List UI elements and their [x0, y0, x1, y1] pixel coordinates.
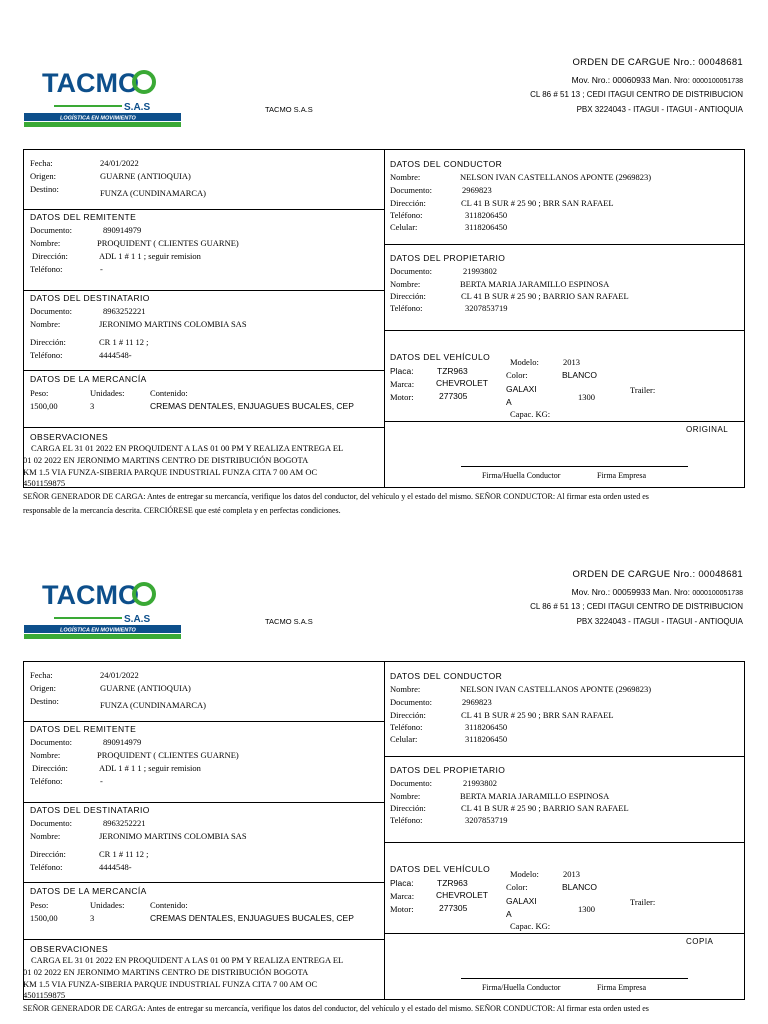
footer-notice-line-2: responsable de la mercancía descrita. CERCIÓRESE que esté completa y en perfectas condiciones. [23, 506, 341, 515]
conductor-telefono-label: Teléfono: [390, 210, 423, 220]
contenido-label: Contenido: [150, 900, 188, 910]
unidades-label: Unidades: [90, 388, 125, 398]
conductor-direccion: CL 41 B SUR # 25 90 ; BRR SAN RAFAEL [461, 710, 614, 720]
conductor-nombre-label: Nombre: [390, 684, 421, 694]
signature-line[interactable] [461, 466, 688, 467]
linea-value-1: GALAXI [506, 384, 537, 394]
conductor-title: DATOS DEL CONDUCTOR [390, 671, 503, 681]
destinatario-title: DATOS DEL DESTINATARIO [30, 293, 150, 303]
firma-conductor-label: Firma/Huella Conductor [482, 471, 561, 480]
logo-tagline: LOGÍSTICA EN MOVIMIENTO [60, 627, 136, 634]
propietario-nombre-label: Nombre: [390, 791, 421, 801]
copy-type-label: ORIGINAL [686, 425, 729, 434]
propietario-documento-label: Documento: [390, 778, 433, 788]
destinatario-documento: 8963252221 [103, 306, 146, 316]
destinatario-direccion-label: Dirección: [30, 849, 66, 859]
peso-label: Peso: [30, 388, 49, 398]
marca-label: Marca: [390, 379, 415, 389]
vehiculo-title: DATOS DEL VEHÍCULO [390, 864, 491, 874]
origen-label: Origen: [30, 683, 56, 693]
copy-type-label: COPIA [686, 937, 714, 946]
destinatario-documento: 8963252221 [103, 818, 146, 828]
remitente-nombre: PROQUIDENT ( CLIENTES GUARNE) [97, 238, 239, 248]
placa-value: TZR963 [437, 878, 468, 888]
observaciones-line-2: 01 02 2022 EN JERONIMO MARTINS CENTRO DE DISTRIBUCIÓN BOGOTA [23, 967, 309, 977]
propietario-documento: 21993802 [463, 266, 497, 276]
remitente-title: DATOS DEL REMITENTE [30, 724, 137, 734]
destino-value: FUNZA (CUNDINAMARCA) [100, 188, 207, 198]
remitente-documento: 890914979 [103, 225, 142, 235]
contenido-value: CREMAS DENTALES, ENJUAGUES BUCALES, CEP [150, 401, 354, 411]
divider-observaciones [23, 427, 384, 428]
origen-value: GUARNE (ANTIOQUIA) [100, 683, 191, 693]
observaciones-line-3: KM 1.5 VIA FUNZA-SIBERIA PARQUE INDUSTRIAL FUNZA CITA 7 00 AM OC [23, 979, 318, 989]
conductor-nombre-label: Nombre: [390, 172, 421, 182]
logo-sas: S.A.S [124, 614, 151, 625]
destinatario-telefono: 4444548- [99, 862, 132, 872]
divider-destinatario [23, 802, 384, 803]
contenido-value: CREMAS DENTALES, ENJUAGUES BUCALES, CEP [150, 913, 354, 923]
divider-destinatario [23, 290, 384, 291]
destinatario-nombre-label: Nombre: [30, 319, 61, 329]
remitente-nombre-label: Nombre: [30, 238, 61, 248]
divider-vehiculo [384, 330, 745, 331]
propietario-direccion: CL 41 B SUR # 25 90 ; BARRIO SAN RAFAEL [461, 291, 629, 301]
unidades-value: 3 [90, 913, 95, 923]
unidades-label: Unidades: [90, 900, 125, 910]
divider-vehiculo [384, 842, 745, 843]
remitente-direccion: ADL 1 # 1 1 ; seguir remision [99, 251, 201, 261]
mercancia-title: DATOS DE LA MERCANCÍA [30, 886, 147, 896]
unidades-value: 3 [90, 401, 95, 411]
divider-observaciones [23, 939, 384, 940]
capacidad-value: 1300 [578, 904, 595, 914]
company-address: CL 86 # 51 13 ; CEDI ITAGUI CENTRO DE DISTRIBUCION [530, 602, 743, 611]
linea-value-2: A [506, 397, 512, 407]
conductor-documento-label: Documento: [390, 697, 433, 707]
company-address: CL 86 # 51 13 ; CEDI ITAGUI CENTRO DE DISTRIBUCION [530, 90, 743, 99]
destinatario-nombre: JERONIMO MARTINS COLOMBIA SAS [99, 319, 247, 329]
manifest-number: 0000100051738 [692, 590, 743, 597]
conductor-nombre: NELSON IVAN CASTELLANOS APONTE (2969823) [460, 172, 652, 182]
trailer-label: Trailer: [630, 897, 656, 907]
firma-empresa-label: Firma Empresa [597, 471, 647, 480]
marca-label: Marca: [390, 891, 415, 901]
motor-label: Motor: [390, 904, 414, 914]
observaciones-title: OBSERVACIONES [30, 944, 109, 954]
capac-label: Capac. KG: [510, 921, 551, 931]
remitente-telefono-label: Teléfono: [30, 776, 63, 786]
order-copy-copia [0, 512, 768, 1024]
company-name: TACMO S.A.S [265, 105, 313, 114]
logo-green-bar [24, 634, 181, 639]
footer-notice-line-1: SEÑOR GENERADOR DE CARGA: Antes de entregar su mercancía, verifique los datos del conductor, del vehículo y el estado del mismo. SEÑOR CONDUCTOR: Al firmar esta orden usted es [23, 1004, 649, 1013]
color-label: Color: [506, 882, 528, 892]
fecha-label: Fecha: [30, 670, 53, 680]
modelo-value: 2013 [563, 357, 580, 367]
placa-label: Placa: [390, 366, 414, 376]
firma-empresa-label: Firma Empresa [597, 983, 647, 992]
destino-label: Destino: [30, 696, 59, 706]
destinatario-direccion: CR 1 # 11 12 ; [99, 849, 149, 859]
observaciones-line-2: 01 02 2022 EN JERONIMO MARTINS CENTRO DE DISTRIBUCIÓN BOGOTA [23, 455, 309, 465]
observaciones-line-1: CARGA EL 31 01 2022 EN PROQUIDENT A LAS 01 00 PM Y REALIZA ENTREGA EL [31, 955, 344, 965]
divider-mercancia [23, 882, 384, 883]
destinatario-nombre-label: Nombre: [30, 831, 61, 841]
destinatario-direccion: CR 1 # 11 12 ; [99, 337, 149, 347]
modelo-value: 2013 [563, 869, 580, 879]
conductor-celular: 3118206450 [465, 734, 508, 744]
propietario-documento-label: Documento: [390, 266, 433, 276]
destino-label: Destino: [30, 184, 59, 194]
company-logo [24, 66, 181, 132]
observaciones-line-3: KM 1.5 VIA FUNZA-SIBERIA PARQUE INDUSTRIAL FUNZA CITA 7 00 AM OC [23, 467, 318, 477]
capac-label: Capac. KG: [510, 409, 551, 419]
linea-value-2: A [506, 909, 512, 919]
logo-sas: S.A.S [124, 102, 151, 113]
conductor-documento: 2969823 [462, 697, 492, 707]
logo-tagline: LOGÍSTICA EN MOVIMIENTO [60, 115, 136, 122]
conductor-celular: 3118206450 [465, 222, 508, 232]
destino-value: FUNZA (CUNDINAMARCA) [100, 700, 207, 710]
remitente-telefono: - [100, 264, 103, 274]
conductor-nombre: NELSON IVAN CASTELLANOS APONTE (2969823) [460, 684, 652, 694]
conductor-documento: 2969823 [462, 185, 492, 195]
motor-label: Motor: [390, 392, 414, 402]
logo-green-bar [24, 122, 181, 127]
conductor-telefono: 3118206450 [465, 722, 508, 732]
motor-value: 277305 [439, 903, 468, 913]
company-logo [24, 578, 181, 644]
divider-remitente [23, 209, 384, 210]
observaciones-line-4: 4501159875 [23, 478, 66, 488]
conductor-direccion: CL 41 B SUR # 25 90 ; BRR SAN RAFAEL [461, 198, 614, 208]
propietario-telefono: 3207853719 [465, 815, 508, 825]
order-number: ORDEN DE CARGUE Nro.: 00048681 [572, 569, 743, 580]
destinatario-nombre: JERONIMO MARTINS COLOMBIA SAS [99, 831, 247, 841]
peso-value: 1500,00 [30, 401, 58, 411]
placa-label: Placa: [390, 878, 414, 888]
logo-wordmark: TACMO [42, 68, 139, 98]
fecha-label: Fecha: [30, 158, 53, 168]
propietario-nombre: BERTA MARIA JARAMILLO ESPINOSA [460, 279, 610, 289]
logo-wordmark: TACMO [42, 580, 139, 610]
conductor-direccion-label: Dirección: [390, 710, 426, 720]
remitente-direccion-label: Dirección: [32, 763, 68, 773]
remitente-documento: 890914979 [103, 737, 142, 747]
contenido-label: Contenido: [150, 388, 188, 398]
marca-value: CHEVROLET [436, 378, 488, 388]
observaciones-line-4: 4501159875 [23, 990, 66, 1000]
divider-propietario [384, 756, 745, 757]
propietario-direccion: CL 41 B SUR # 25 90 ; BARRIO SAN RAFAEL [461, 803, 629, 813]
propietario-telefono-label: Teléfono: [390, 815, 423, 825]
firma-conductor-label: Firma/Huella Conductor [482, 983, 561, 992]
peso-label: Peso: [30, 900, 49, 910]
remitente-direccion: ADL 1 # 1 1 ; seguir remision [99, 763, 201, 773]
color-value: BLANCO [562, 882, 597, 892]
propietario-nombre-label: Nombre: [390, 279, 421, 289]
divider-firmas [384, 933, 745, 934]
movement-number [572, 75, 743, 85]
conductor-direccion-label: Dirección: [390, 198, 426, 208]
origen-value: GUARNE (ANTIOQUIA) [100, 171, 191, 181]
destinatario-telefono-label: Teléfono: [30, 862, 63, 872]
fecha-value: 24/01/2022 [100, 158, 139, 168]
observaciones-title: OBSERVACIONES [30, 432, 109, 442]
conductor-telefono-label: Teléfono: [390, 722, 423, 732]
conductor-celular-label: Celular: [390, 734, 418, 744]
color-value: BLANCO [562, 370, 597, 380]
divider-propietario [384, 244, 745, 245]
company-name: TACMO S.A.S [265, 617, 313, 626]
propietario-documento: 21993802 [463, 778, 497, 788]
company-phone: PBX 3224043 - ITAGUI - ITAGUI - ANTIOQUIA [576, 617, 743, 626]
column-divider [384, 661, 385, 1000]
movement-label: Mov. Nro.: 00059933 Man. Nro: [571, 587, 693, 597]
tacmo-logo-graphic [24, 578, 181, 644]
modelo-label: Modelo: [510, 357, 539, 367]
marca-value: CHEVROLET [436, 890, 488, 900]
trailer-label: Trailer: [630, 385, 656, 395]
remitente-documento-label: Documento: [30, 737, 73, 747]
remitente-title: DATOS DEL REMITENTE [30, 212, 137, 222]
fecha-value: 24/01/2022 [100, 670, 139, 680]
remitente-nombre: PROQUIDENT ( CLIENTES GUARNE) [97, 750, 239, 760]
remitente-documento-label: Documento: [30, 225, 73, 235]
destinatario-direccion-label: Dirección: [30, 337, 66, 347]
motor-value: 277305 [439, 391, 468, 401]
movement-number [572, 587, 743, 597]
propietario-direccion-label: Dirección: [390, 803, 426, 813]
divider-mercancia [23, 370, 384, 371]
company-phone: PBX 3224043 - ITAGUI - ITAGUI - ANTIOQUIA [576, 105, 743, 114]
propietario-direccion-label: Dirección: [390, 291, 426, 301]
conductor-telefono: 3118206450 [465, 210, 508, 220]
remitente-nombre-label: Nombre: [30, 750, 61, 760]
propietario-title: DATOS DEL PROPIETARIO [390, 765, 506, 775]
destinatario-documento-label: Documento: [30, 818, 73, 828]
modelo-label: Modelo: [510, 869, 539, 879]
placa-value: TZR963 [437, 366, 468, 376]
conductor-documento-label: Documento: [390, 185, 433, 195]
destinatario-telefono-label: Teléfono: [30, 350, 63, 360]
observaciones-line-1: CARGA EL 31 01 2022 EN PROQUIDENT A LAS 01 00 PM Y REALIZA ENTREGA EL [31, 443, 344, 453]
manifest-number: 0000100051738 [692, 78, 743, 85]
destinatario-documento-label: Documento: [30, 306, 73, 316]
propietario-title: DATOS DEL PROPIETARIO [390, 253, 506, 263]
color-label: Color: [506, 370, 528, 380]
propietario-telefono: 3207853719 [465, 303, 508, 313]
column-divider [384, 149, 385, 488]
propietario-nombre: BERTA MARIA JARAMILLO ESPINOSA [460, 791, 610, 801]
remitente-direccion-label: Dirección: [32, 251, 68, 261]
movement-label: Mov. Nro.: 00060933 Man. Nro: [571, 75, 693, 85]
linea-value-1: GALAXI [506, 896, 537, 906]
conductor-celular-label: Celular: [390, 222, 418, 232]
mercancia-title: DATOS DE LA MERCANCÍA [30, 374, 147, 384]
destinatario-telefono: 4444548- [99, 350, 132, 360]
conductor-title: DATOS DEL CONDUCTOR [390, 159, 503, 169]
remitente-telefono: - [100, 776, 103, 786]
destinatario-title: DATOS DEL DESTINATARIO [30, 805, 150, 815]
signature-line[interactable] [461, 978, 688, 979]
peso-value: 1500,00 [30, 913, 58, 923]
divider-remitente [23, 721, 384, 722]
capacidad-value: 1300 [578, 392, 595, 402]
propietario-telefono-label: Teléfono: [390, 303, 423, 313]
remitente-telefono-label: Teléfono: [30, 264, 63, 274]
tacmo-logo-graphic [24, 66, 181, 132]
order-number: ORDEN DE CARGUE Nro.: 00048681 [572, 57, 743, 68]
footer-notice-line-1: SEÑOR GENERADOR DE CARGA: Antes de entregar su mercancía, verifique los datos del conductor, del vehículo y el estado del mismo. SEÑOR CONDUCTOR: Al firmar esta orden usted es [23, 492, 649, 501]
divider-firmas [384, 421, 745, 422]
origen-label: Origen: [30, 171, 56, 181]
vehiculo-title: DATOS DEL VEHÍCULO [390, 352, 491, 362]
